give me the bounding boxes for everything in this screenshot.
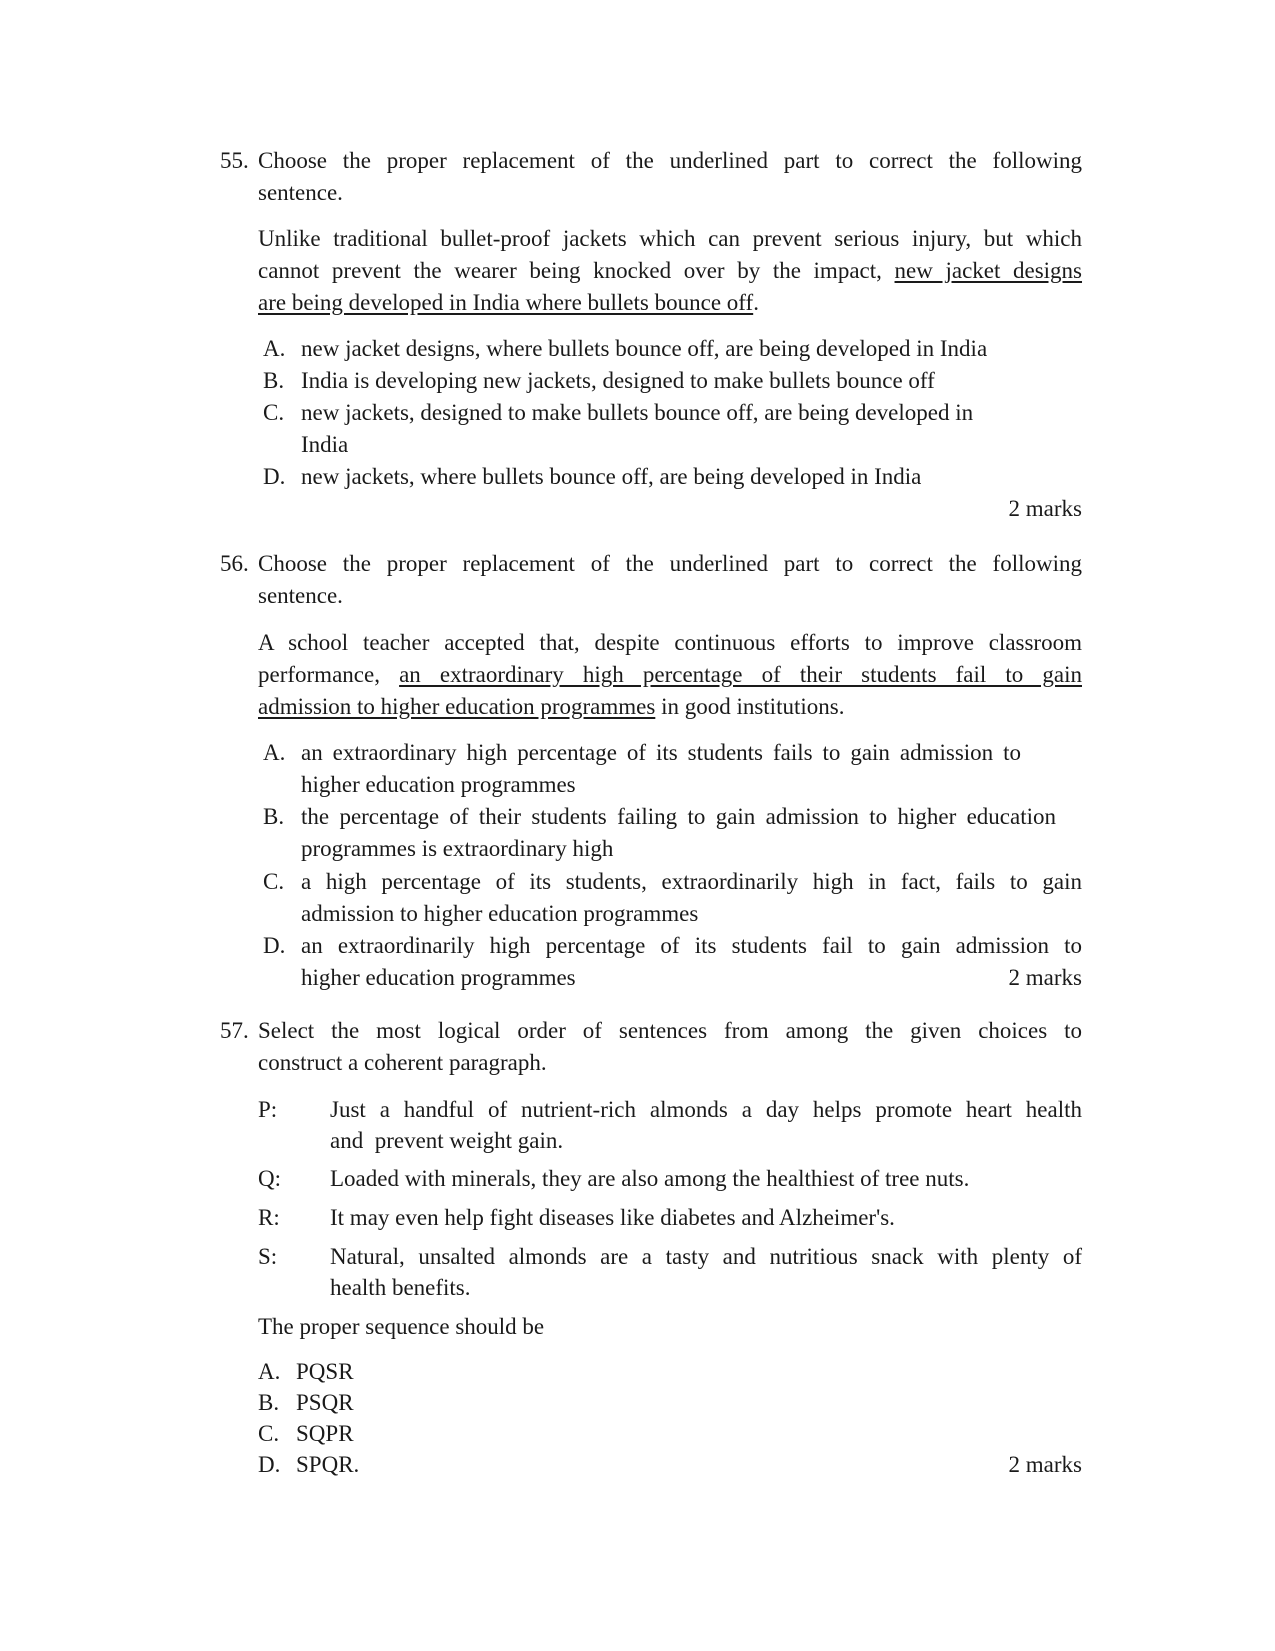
sentence-label: S:: [258, 1244, 278, 1269]
option-text: SPQR.: [296, 1452, 360, 1477]
option-letter: C.: [263, 400, 285, 425]
option-text: new jacket designs, where bullets bounce off, are being developed in India: [301, 336, 988, 361]
underlined-part: are being developed in India where bullets bounce off: [258, 290, 754, 315]
option-text: PSQR: [296, 1390, 354, 1415]
option-letter: D.: [258, 1452, 281, 1477]
question-number: 56.: [220, 551, 249, 576]
option-text: an extraordinarily high percentage of its students fail to gain admission to: [301, 933, 1082, 958]
underlined-part: new jacket designs: [894, 258, 1083, 283]
question-number: 57.: [220, 1018, 249, 1043]
question-prompt: Choose the proper replacement of the underlined part to correct the following: [258, 551, 1082, 576]
question-prompt: sentence.: [258, 180, 343, 205]
option-letter: C.: [263, 869, 285, 894]
option-letter: B.: [263, 804, 285, 829]
option-text: SQPR: [296, 1421, 354, 1446]
passage-text: admission to higher education programmes in good institutions.: [258, 694, 845, 719]
option-text: a high percentage of its students, extraordinarily high in fact, fails to gain: [301, 869, 1082, 894]
sentence-label: P:: [258, 1097, 278, 1122]
sentence-text: and prevent weight gain.: [330, 1128, 564, 1153]
sentence-text: It may even help fight diseases like diabetes and Alzheimer's.: [330, 1205, 895, 1230]
option-text: admission to higher education programmes: [301, 901, 699, 926]
option-text: India: [301, 432, 349, 457]
option-text: India is developing new jackets, designed to make bullets bounce off: [301, 368, 935, 393]
option-letter: A.: [263, 740, 286, 765]
sentence-text: Loaded with minerals, they are also among the healthiest of tree nuts.: [330, 1166, 970, 1191]
underlined-part: an extraordinary high percentage of their students fail to gain: [399, 662, 1082, 687]
sentence-text: Natural, unsalted almonds are a tasty and nutritious snack with plenty of: [330, 1244, 1082, 1269]
option-text: new jackets, designed to make bullets bounce off, are being developed in: [301, 400, 974, 425]
sentence-label: R:: [258, 1205, 280, 1230]
sentence-label: Q:: [258, 1166, 281, 1191]
option-letter: A.: [263, 336, 286, 361]
option-text: higher education programmes: [301, 772, 576, 797]
question-prompt: construct a coherent paragraph.: [258, 1050, 547, 1075]
question-prompt: sentence.: [258, 583, 343, 608]
sentence-text: Just a handful of nutrient-rich almonds a day helps promote heart health: [330, 1097, 1082, 1122]
option-text: an extraordinary high percentage of its students fails to gain admission to: [301, 740, 1021, 765]
passage-text: cannot prevent the wearer being knocked over by the impact, new jacket designs: [258, 258, 1083, 283]
marks-label: 2 marks: [1008, 1452, 1082, 1477]
option-letter: D.: [263, 933, 286, 958]
option-text: PQSR: [296, 1359, 354, 1384]
option-letter: B.: [258, 1390, 280, 1415]
option-letter: A.: [258, 1359, 281, 1384]
option-text: new jackets, where bullets bounce off, are being developed in India: [301, 464, 922, 489]
option-letter: B.: [263, 368, 285, 393]
option-letter: C.: [258, 1421, 280, 1446]
sentence-text: health benefits.: [330, 1275, 471, 1300]
option-letter: D.: [263, 464, 286, 489]
option-text: programmes is extraordinary high: [301, 836, 614, 861]
question-prompt: Choose the proper replacement of the underlined part to correct the following: [258, 148, 1082, 173]
marks-label: 2 marks: [1008, 965, 1082, 990]
option-text: higher education programmes: [301, 965, 576, 990]
sequence-prompt: The proper sequence should be: [258, 1314, 545, 1339]
question-number: 55.: [220, 148, 249, 173]
underlined-part: admission to higher education programmes: [258, 694, 656, 719]
marks-label: 2 marks: [1008, 496, 1082, 521]
question-prompt: Select the most logical order of sentences from among the given choices to: [258, 1018, 1082, 1043]
option-text: the percentage of their students failing to gain admission to higher education: [301, 804, 1056, 829]
passage-text: Unlike traditional bullet-proof jackets which can prevent serious injury, but which: [258, 226, 1082, 251]
passage-text: performance, an extraordinary high percentage of their students fail to gain: [258, 662, 1082, 687]
passage-text: are being developed in India where bullets bounce off.: [258, 290, 759, 315]
passage-text: A school teacher accepted that, despite continuous efforts to improve classroom: [258, 630, 1082, 655]
